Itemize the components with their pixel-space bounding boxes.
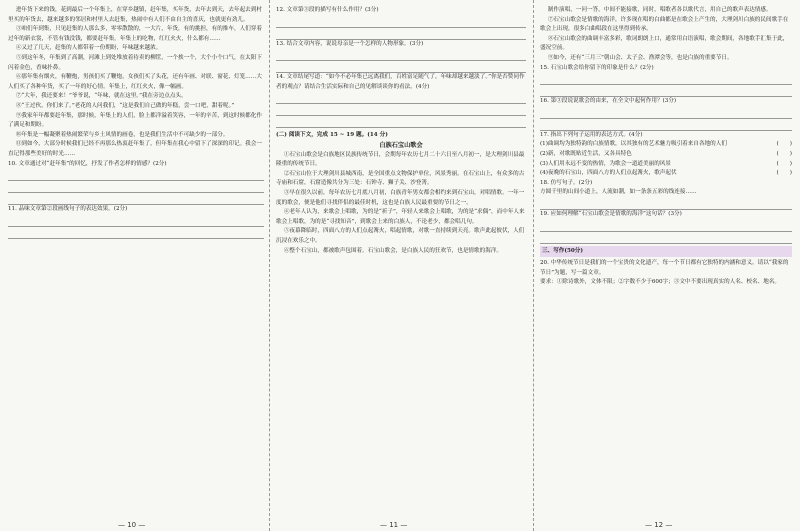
section-heading: (二) 阅读下文，完成 15 ~ 19 题。(14 分) [276,132,388,139]
q17-item: (1)曲调均为独特韵的白族情歌，以其独有的艺术魅力吸引着来自各地的人们 ( ) [540,141,792,148]
question-17: 17. 指出下列句子运用的表达方式。(4分) [540,131,643,138]
paragraph: ⑨如今，还有“三月三”朝山会、太子会、渔潭会等，也是白族的重要节日。 [547,54,733,61]
answer-line[interactable] [8,215,264,227]
page-12 [540,6,792,518]
page-10 [8,6,264,518]
answer-line[interactable] [8,193,264,205]
page-11 [276,6,526,518]
answer-line[interactable] [540,107,792,119]
question-11: 11. 品味文章第②段画线句子的表达效果。(2分) [8,206,128,213]
paragraph: ⑩年集是一幅凝聚着热闹繁荣与乡土风情的画卷，也是我们生活中不可缺少的一部分。 [15,131,229,138]
paragraph: ⑦石宝山歌会是情歌的海洋，许多现在唱的白曲都是在歌会上产生的，大理剑川白族的民间歌手在歌会上出现，很多白曲唱段在这里得到传承。 [540,16,789,33]
paragraph: ⑤夜幕降临时，四面八方的人们点起篝火，唱起情歌，对歌一直持续到天亮。歌声此起彼伏，人们沉浸在欢乐之中。 [276,228,525,244]
answer-line[interactable] [540,119,792,131]
paragraph: ⑦“大年，我还要来！”爷爷说，“年味，就在这里。”我在旁边点点头。 [15,93,187,100]
essay-question: 20. 中华传统节日是我们的一个宝贵的文化遗产，每一个节日都有它独特的内涵和意义。请以“我家的节日”为题，写一篇文章。 [540,260,789,276]
paragraph: ④又过了几天，赶集的人都带着一份期盼，年味越来越浓。 [15,45,162,52]
answer-line[interactable] [276,61,526,73]
answer-line[interactable] [8,227,264,239]
page-divider [269,0,270,531]
paragraph: ⑧“王过伙，你们来了。”老花的人问我们，“这是我们自己做的年糕，尝一口吧，甜着呢。” [15,102,235,109]
paragraph: ②石宝山位于大理剑川县城西南，是全国重点文物保护单位，风景秀丽。在石宝山上，有众多的古寺庙和石窟，石窟造像共分为三处：石钟寺、狮子关、沙登箐。 [276,170,525,187]
paragraph: 进年货下来的钱，花到最后一个年集上，在穿乡越镇，赶年集，买年货，去年去到天，去年起去到村里买的年货去，越来越多的邻居和村里人去赶集，热闹中有人们不由自主的喜庆，也就更有劲儿。 [8,7,262,23]
q17-item: (3)人们用永远不变的热情，为歌会一道道美丽的风景 ( ) [540,160,792,167]
question-13: 13. 结合文章内容，说说母亲是一个怎样的人物形象。(3分) [276,40,424,47]
question-16: 16. 第③段说说歌会的由来，在全文中起何作用？(3分) [540,98,677,105]
answer-line[interactable] [276,92,526,104]
page-number: — 11 — [380,521,408,529]
page-number: — 12 — [645,521,673,529]
article-title: 白族石宝山歌会 [379,141,423,149]
paragraph: ④老年人认为，来歌会上唱歌，为的是“祈子”，年轻人来歌会上唱歌，为的是“求偶”，而中年人来歌会上唱歌，为的是“寻找知音”，到歌会上来的白族人，不论老少，都会唱几句。 [276,209,525,225]
question-15: 15. 石宝山歌会给你留下的印象是什么？(2分) [540,64,654,71]
question-10: 10. 文章通过对“赶年集”的回忆，抒发了作者怎样的情感？(2分) [8,160,167,167]
question-18: 18. 仿写句子。(2分) [540,179,593,186]
paragraph: ③早在很久以前，每年农历七月底八月初，白族青年男女都会相约来到石宝山，对唱情歌。一年一度的歌会，便是他们寻找伴侣的最佳时机，这也是白族人民最重要的节日之一。 [276,189,525,206]
essay-requirements: 要求：①除诗歌外，文体不限；②字数不少于600字；③文中不要出现真实的人名、校名、地名。 [540,279,781,286]
answer-line[interactable] [276,116,526,128]
answer-line[interactable] [276,16,526,28]
answer-line[interactable] [276,28,526,40]
paragraph: ⑥那年集有烟火，有鞭炮，男孩们买了鞭炮，女孩们买了头花，还有年画、对联、窗花、灯笼……大人们买了各种年货，买了一年的好心情。年集上，红红火火，像一幅画。 [8,74,262,90]
q17-item: (4)夜晚的石宝山，四面八方的人们点起篝火，歌声起伏 ( ) [540,170,792,177]
question-19: 19. 应如何理解“石宝山歌会是情歌的海洋”这句话？(3分) [540,210,682,217]
answer-line[interactable] [540,85,792,97]
question-14: 14. 文章结尾写道：“如今不必年集已远离我们，百姓富足随气了，年味却越来越淡了。”你是否赞同作者的观点？请结合生活实际和自己的见解谈谈你的看法。(4分) [276,74,525,90]
question-12: 12. 文章第③段的描写有什么作用？(3分) [276,7,379,13]
answer-line[interactable] [540,198,792,210]
paragraph: ⑧石宝山歌会的曲调丰富多彩，歌词朗朗上口，通常用白语演唱，歌会期间，各地歌手汇集于此，盛况空前。 [540,35,789,52]
paragraph: ③咱们年到集，只见赶集的人那么多，零零散散的，一大片，年货，有的挑担，有的推车，人们穿着过年的新衣裳，不管有钱没钱，都要赶年集。年集上的吃物，红红火火，什么都有…… [8,26,262,42]
answer-line[interactable] [276,49,526,61]
answer-line[interactable] [540,220,792,232]
q18-prompt: 方圆千里的山间小道上，人流如潮，如一条条五彩的线连接…… [540,189,697,196]
paragraph: ①石宝山歌会是白族地区民族传统节日，会期每年农历七月二十六日至八月初一，是大理剑川县最隆重的传统节日。 [276,151,525,168]
paragraph: 制作演唱，一问一答，中间不能接歌，同时，唱歌者各以歌代言，用自己的歌声表达情感。 [547,7,772,13]
answer-line[interactable] [276,104,526,116]
answer-line[interactable] [8,169,264,181]
answer-line[interactable] [540,73,792,85]
writing-section-band: 三、写作(50分) [540,246,792,258]
paragraph: ⑤到这年冬，年集到了高潮，河滩上到处堆放着待卖的柳筐，一个挨一个，大个小个口气，在太阳下闪着金色，香味扑鼻。 [8,54,262,71]
page-number: — 10 — [118,521,146,529]
answer-line[interactable] [8,181,264,193]
paragraph: ⑥整个石宝山，都被歌声包围着。石宝山歌会，是白族人民的狂欢节，也是情歌的海洋。 [283,247,502,254]
answer-line[interactable] [540,232,792,244]
q17-item: (2)新，对歌既贴近生活，又各具特色 ( ) [540,150,792,157]
paragraph: ⑨我家年年都要赶年集，那时候，年集上的人们，脸上都洋溢着笑容，一年的辛苦，到这时候都化作了满足和期盼。 [8,112,262,129]
paragraph: ⑪到如今，大部分时候我们已经不再那么热衷赶年集了，但年集在我心中留下了深深的印记。我会一直记得那些美好的时光…… [8,141,262,157]
page-divider [533,0,534,531]
